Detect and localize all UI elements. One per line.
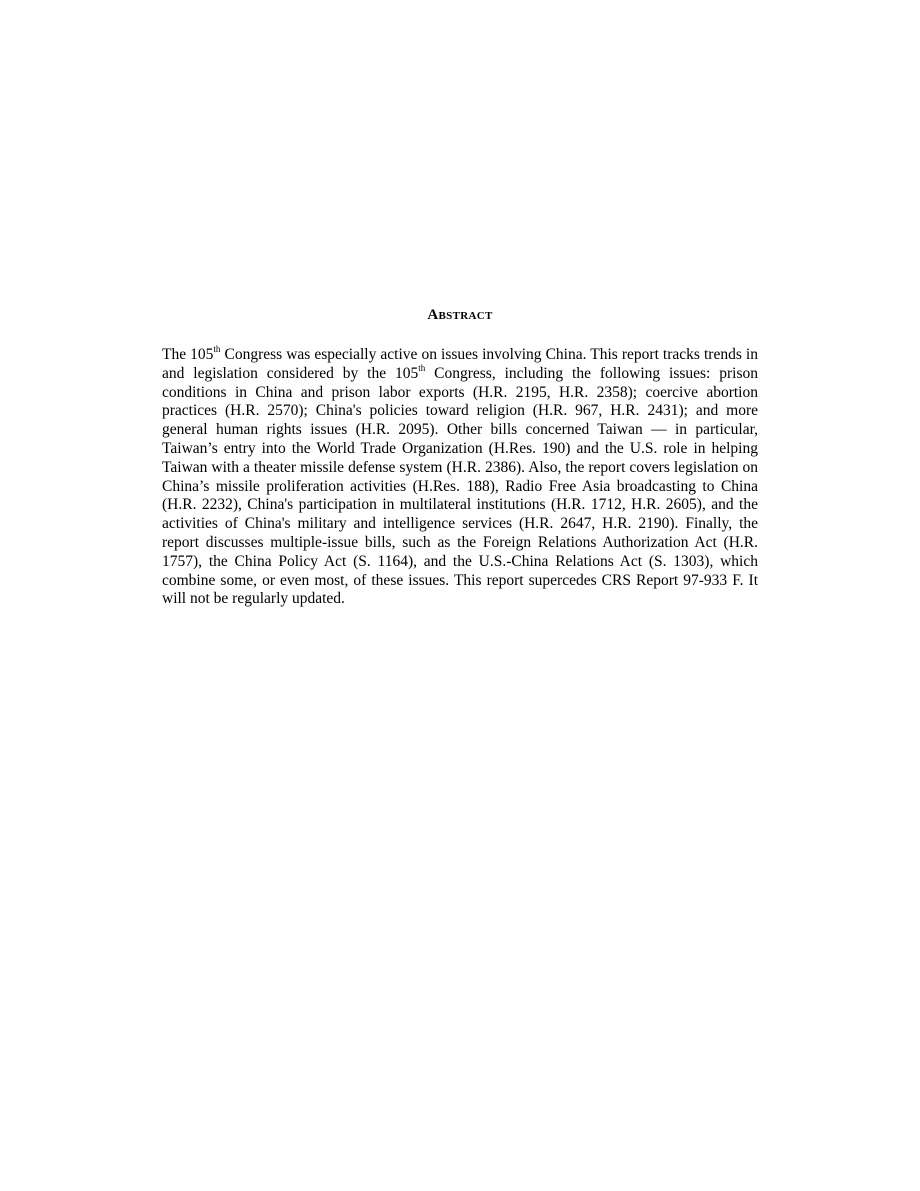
abstract-text-part-2: Congress was especially active on issues involving China. This report tracks trends in and legislation considered by the 105 [162,346,758,382]
ordinal-suffix-2: th [418,362,426,373]
ordinal-suffix-1: th [213,343,221,354]
abstract-heading: Abstract [427,307,493,323]
abstract-text-part-1: The 105 [162,346,214,363]
abstract-text-part-3: Congress, including the following issues: prison conditions in China and prison labor exports (H.R. 2195, H.R. 2358); coercive abortion practices (H.R. 2570); China's policies toward religion (H.R. 967, H.R. 2431); and more general human rights issues (H.R. 2095). Other bills concerned Taiwan — in particular, Taiwan’s entry into the World Trade Organization (H.Res. 190) and the U.S. role in helping Taiwan with a theater missile defense system (H.R. 2386). Also, the report covers legislation on China’s missile proliferation activities (H.Res. 188), Radio Free Asia broadcasting to China (H.R. 2232), China's participation in multilateral institutions (H.R. 1712, H.R. 2605), and the activities of China's military and intelligence services (H.R. 2647, H.R. 2190). Finally, the report discusses multiple-issue bills, such as the Foreign Relations Authorization Act (H.R. 1757), the China Policy Act (S. 1164), and the U.S.-China Relations Act (S. 1303), which combine some, or even most, of these issues. This report supercedes CRS Report 97-933 F. It will not be regularly updated. [162,364,759,608]
abstract-paragraph [162,343,759,609]
